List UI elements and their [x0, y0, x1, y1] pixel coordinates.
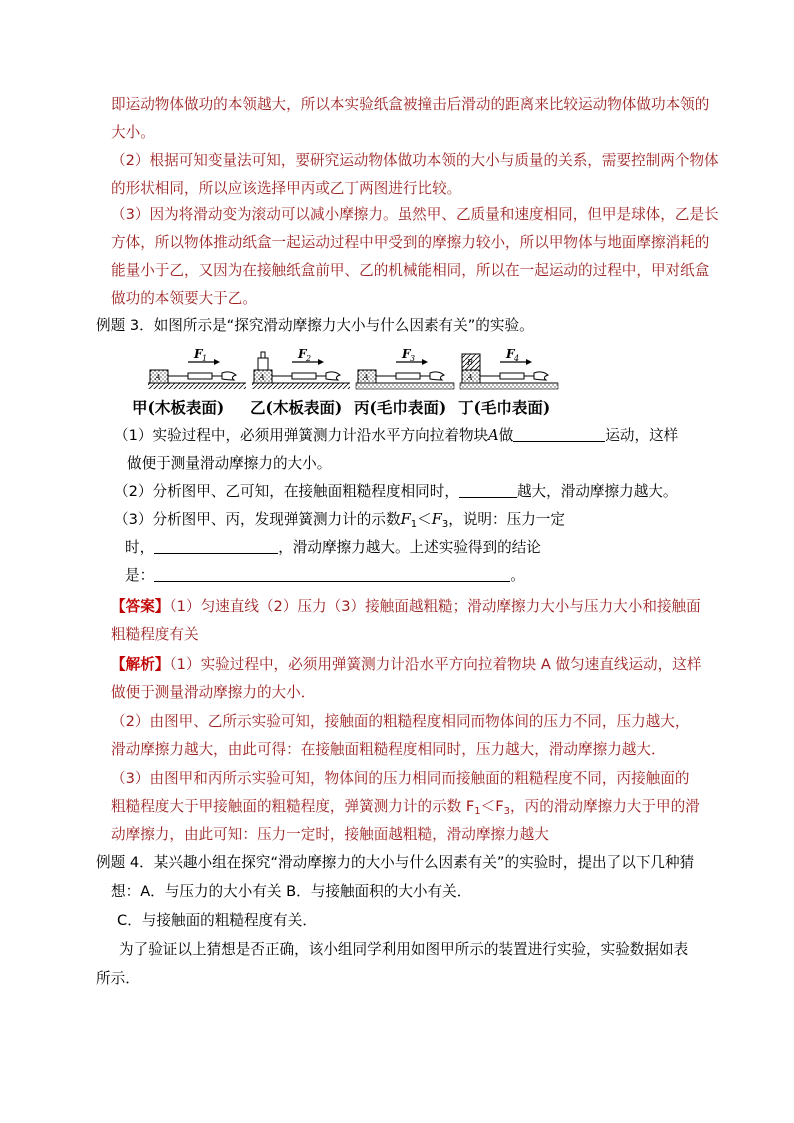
q3-text-a: （3）分析图甲、丙，发现弹簧测力计的示数 — [114, 511, 401, 528]
answer-text-1: （1）匀速直线（2）压力（3）接触面越粗糙；滑动摩擦力大小与压力大小和接触面 — [169, 598, 701, 615]
analysis-line-6 — [111, 797, 700, 822]
q3-text-d: ，滑动摩擦力越大。上述实验得到的结论 — [278, 539, 541, 556]
analysis-line-2: 做便于测量滑动摩擦力的大小． — [111, 684, 316, 701]
q3-s1: 1 — [410, 519, 418, 530]
q3-lt: ＜ — [417, 511, 432, 528]
hand-icon-ding — [534, 372, 548, 380]
ground-towel-ding — [460, 383, 558, 389]
block-letter-bing: A — [363, 373, 369, 382]
force-label-1: F — [194, 347, 203, 361]
question-3-line-3 — [125, 566, 525, 586]
spring-scale-yi — [292, 373, 316, 379]
setup-ding — [460, 347, 558, 389]
caption-yi: 乙(木板表面) — [250, 398, 343, 417]
hand-icon-bing — [430, 372, 444, 380]
q3-text-f: 。 — [510, 567, 525, 584]
setup-bing — [356, 347, 454, 389]
analysis-line-5: （3）由图甲和丙所示实验可知，物体间的压力相同而接触面的粗糙程度不同，丙接触面的 — [111, 770, 690, 787]
analysis-line-3: （2）由图甲、乙所示实验可知，接触面的粗糙程度相同而物体间的压力不同，压力越大， — [111, 713, 690, 730]
example3-title: 例题 3．如图所示是“探究滑动摩擦力大小与什么因素有关”的实验。 — [96, 317, 534, 334]
force-label-2: F — [298, 347, 307, 361]
setup-yi — [252, 347, 350, 389]
q3-text-b: ，说明：压力一定 — [448, 511, 565, 528]
q1-var-a: A — [488, 427, 499, 444]
example4-line-4: 为了验证以上猜想是否正确，该小组同学利用如图甲所示的装置进行实验，实验数据如表 — [119, 941, 689, 958]
force-sub-4: 4 — [514, 354, 520, 363]
force-label-3: F — [402, 347, 411, 361]
analysis-line-7: 动摩擦力，由此可知：压力一定时，接触面越粗糙，滑动摩擦力越大 — [111, 826, 549, 843]
force-sub-3: 3 — [410, 354, 416, 363]
q3-blank-1[interactable] — [154, 539, 278, 554]
answer-tag: 【答案】 — [111, 598, 170, 615]
block-top-letter-ding: B — [467, 358, 473, 367]
an6-lt: ＜F — [480, 798, 504, 815]
q1-text-c: 运动，这样 — [605, 427, 679, 444]
friction-setups-diagram — [148, 340, 568, 396]
answer-line-1 — [111, 597, 701, 617]
intro-line-1: 即运动物体做功的本领越大，所以本实验纸盒被撞击后滑动的距离来比较运动物体做功本领的 — [111, 96, 710, 113]
hand-icon-jia — [222, 372, 236, 380]
intro-line-6: 方体，所以物体推动纸盒一起运动过程中甲受到的摩擦力较小，所以甲物体与地面摩擦消耗的 — [111, 234, 710, 251]
q3-s3: 3 — [441, 519, 449, 530]
question-3-line-1 — [114, 510, 565, 535]
an6-text-a: 粗糙程度大于甲接触面的粗糙程度，弹簧测力计的示数 F — [111, 798, 475, 815]
q3-text-e: 是： — [125, 567, 155, 584]
q3-blank-2[interactable] — [154, 567, 510, 582]
example4-line-3: C．与接触面的粗糙程度有关． — [117, 912, 317, 929]
example4-line-1: 例题 4．某兴趣小组在探究“滑动摩擦力的大小与什么因素有关”的实验时，提出了以下几种猜 — [96, 854, 695, 871]
caption-ding: 丁(毛巾表面) — [458, 398, 551, 417]
q2-text-b: 越大，滑动摩擦力越大。 — [516, 483, 678, 500]
q2-text-a: （2）分析图甲、乙可知，在接触面粗糙程度相同时， — [114, 483, 459, 500]
caption-jia: 甲(木板表面) — [132, 398, 225, 417]
ground-towel-bing — [356, 383, 454, 389]
an6-text-b: ，丙的滑动摩擦力大于甲的滑 — [510, 798, 700, 815]
spring-scale-jia — [188, 373, 212, 379]
question-1-line-2: 做便于测量滑动摩擦力的大小。 — [127, 455, 332, 472]
block-letter-yi: A — [259, 373, 265, 382]
q3-f3: F — [431, 511, 442, 528]
spring-scale-bing — [396, 373, 420, 379]
block-letter-ding: A — [467, 373, 473, 382]
intro-line-2: 大小。 — [111, 124, 155, 141]
an6-s3: 3 — [503, 806, 511, 817]
ground-board-jia — [148, 383, 246, 389]
intro-line-7: 能量小于乙，又因为在接触纸盒前甲、乙的机械能相同，所以在一起运动的过程中，甲对纸盒 — [111, 262, 710, 279]
spring-scale-ding — [500, 373, 524, 379]
analysis-tag: 【解析】 — [111, 656, 170, 673]
q1-text-a: （1）实验过程中，必须用弹簧测力计沿水平方向拉着物块 — [114, 427, 489, 444]
intro-line-3: （2）根据可知变量法可知，要研究运动物体做功本领的大小与质量的关系，需要控制两个物体 — [111, 152, 719, 169]
analysis-line-4: 滑动摩擦力越大，由此可得：在接触面粗糙程度相同时，压力越大，滑动摩擦力越大． — [111, 741, 666, 758]
q1-text-b: 做 — [498, 427, 514, 444]
an6-s1: 1 — [474, 806, 481, 817]
answer-line-2: 粗糙程度有关 — [111, 626, 199, 643]
question-1-line-1 — [114, 426, 678, 446]
question-3-line-2 — [125, 538, 541, 558]
example4-line-2: 想：A．与压力的大小有关 B．与接触面积的大小有关． — [111, 883, 472, 900]
block-letter-jia: A — [155, 373, 161, 382]
intro-line-8: 做功的本领要大于乙。 — [111, 290, 257, 307]
q3-f1: F — [400, 511, 411, 528]
force-sub-2: 2 — [306, 354, 312, 363]
analysis-text-1: （1）实验过程中，必须用弹簧测力计沿水平方向拉着物块 A 做匀速直线运动，这样 — [169, 656, 702, 673]
intro-line-4: 的形状相同，所以应该选择甲丙或乙丁两图进行比较。 — [111, 180, 462, 197]
setup-jia — [148, 347, 246, 389]
q3-text-c: 时， — [125, 539, 155, 556]
q1-blank[interactable] — [513, 427, 605, 442]
q2-blank[interactable] — [459, 483, 517, 498]
weight-yi — [258, 358, 268, 370]
analysis-line-1 — [111, 655, 701, 675]
friction-experiment-figure — [132, 340, 568, 417]
force-label-4: F — [506, 347, 515, 361]
example4-line-5: 所示． — [96, 970, 140, 987]
intro-line-5: （3）因为将滑动变为滚动可以减小摩擦力。虽然甲、乙质量和速度相同，但甲是球体，乙是长 — [111, 206, 719, 223]
force-sub-1: 1 — [202, 354, 208, 363]
caption-bing: 丙(毛巾表面) — [354, 398, 447, 417]
question-2 — [114, 482, 678, 502]
ground-board-yi — [252, 383, 350, 389]
hand-icon-yi — [326, 372, 340, 380]
